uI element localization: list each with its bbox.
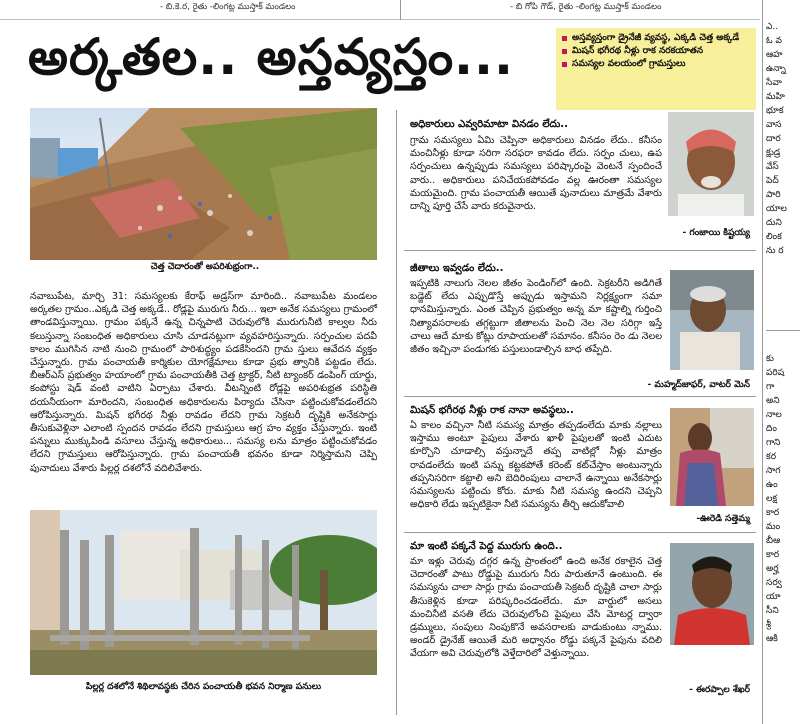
adjacent-line: పారి — [766, 190, 781, 200]
story3-portrait — [670, 408, 754, 506]
page-headline: అర్కతల.. అస్తవ్యస్తం... — [28, 28, 515, 86]
adjacent-line: దార — [766, 134, 781, 144]
photo2-caption: పిల్లర్ల దశలోనే శిథిలావస్థకు చేరిన పంచాయతీ భవన నిర్మాణ పనులు — [85, 682, 322, 692]
highlight-item: సమస్యల వలయంలో గ్రామస్తులు — [562, 58, 750, 71]
adjacent-line: దుని — [766, 218, 782, 228]
story3-body: ఏ కాలం వచ్చినా నీటి సమస్య మాత్రం తప్పడంలేదు మాకు నల్లాలు ఇస్తాము అంటూ పైపులు వేశారు ఖాళీ పైపులతో ఇంటి ఎదుట కూర్చొని చూడాల్సి వస్తున్నాదే తప్ప వాటిల్లో నీళ్లు మాత్రం రావడంలేదు ఇంటి పన్ను కట్టకపోతే కరెంట్ కట్‌చేస్తాం అంటున్నారు తప్పనిసరిగా కట్టాలి అని బెదిరింపులు చాలానే ఉన్నాయి అనేకసార్లు సమస్యలను పట్టించు కోరు. మాకు నీటి సమస్య ఉందని చెప్పని అధికారి లేడు ఇప్పటికైనా నీటి సమస్యను తీర్చి ఆదుకోవాలి — [410, 420, 662, 511]
story2-credit: - మహ్మద్‌జాఫర్, వాటర్ మెన్ — [647, 380, 750, 390]
story4-portrait — [670, 543, 754, 645]
story2-title: జీతాలు ఇవ్వడం లేదు.. — [410, 263, 504, 274]
adjacent-line: సేవా — [766, 78, 782, 88]
adjacent-line: శ్రీ — [766, 620, 771, 630]
story-divider — [404, 250, 756, 251]
adjacent-line: గాని — [766, 438, 781, 448]
top-strip — [0, 0, 760, 20]
top-divider — [400, 0, 401, 20]
story1-title: అధికారులు ఎవ్వరిమాటా వినడం లేదు.. — [410, 119, 569, 130]
highlight-item: మిషన్ భగీరథ నీళ్లు రాక నరకయాతన — [562, 45, 750, 58]
adjacent-line: క్షుడ్ర — [766, 148, 781, 158]
adjacent-line: పెద్ — [766, 176, 779, 186]
adjacent-divider — [766, 330, 800, 331]
adjacent-line: ఎ.. — [766, 22, 779, 32]
story1-credit: - గంజాయి కిష్టయ్య — [682, 228, 750, 238]
adjacent-line: యాల — [766, 204, 787, 214]
main-story: నవాబుపేట, మార్చి 31: సమస్యలకు కేరాఫ్ అడ్రస్‌గా మారింది.. నవాబుపేట మండలం అర్కతల గ్రామం..ఎక్కడి చెత్త అక్కడే.. రోడ్లపై మురుగు నీరు... ఇలా అనేక సమస్యలు గ్రామంలో తాండవిస్తున్నాయి. గ్రామం పక్కనే ఉన్న చిన్నపాటి చెరువులోకి మురుగునీటి కాల్వల నీరు కలుస్తున్నా సంబంధిత అధికారులు చూసి చూడనట్లుగా వ్యవహరిస్తున్నారు. సర్పంచుల పదవీ కాలం ముగిసిన నాటి నుంచి గ్రామంలో పారిశుద్ధ్యం పడకేసిందని గ్రామ స్తులు ఆవేదన వ్యక్తం చేస్తున్నారు. గ్రామ పంచాయతీ కార్మికుల యోగక్షేమాలు కూడా ప్రభు త్వానికి పట్టడం లేదు. బీఆర్ఎస్ ప్రభుత్వం హయాంలో గ్రామ పంచాయతీకి చెత్త ట్రాక్టర్, నీటి ట్యాంకర్ డంపింగ్ యార్డు, కంపోస్టు షెడ్ వంటి వాటిని ఏర్పాటు చేశారు. వీటన్నింటి రోడ్లపై అపరిశుభ్రత పరిస్థితి దయనీయంగా మారిందని, సంబంధిత అధికారులను పిర్యాదు చేసినా పట్టించుకోవడంలేదని ఆరోపిస్తున్నారు. మిషన్ భగీరథ నీళ్లు రావడం లేదని గ్రామ సెక్రటరీ దృష్టికి అనేకసార్లు తీసుకువెళ్లినా ఎలాంటి స్పందన రావడం లేదని గ్రామస్తులు ఆగ్ర హం వ్యక్తం చేస్తున్నారు. ఇంటి పన్నులు ముక్కుపిండి వసూలు చేస్తున్న అధికారులు... సమస్య లను మాత్రం పట్టించుకోవడం లేదని గ్రామస్తులు ఆరోపిస్తున్నారు. గ్రామ పంచాయతీ భవనం కూడా నిర్మిస్తామని చెప్పి పునాదులు వేశారు పిల్లర్ల దశలోనే వదిలివేశారు. — [30, 291, 377, 474]
adjacent-line: ఓ వ — [766, 36, 782, 46]
edge-divider — [762, 0, 763, 724]
pillars-photo — [30, 510, 377, 675]
adjacent-line: అని — [766, 396, 780, 406]
highlight-item: అస్తవ్యస్తంగా డ్రైనేజీ వ్యవస్థ, ఎక్కడి చెత్త అక్కడే — [562, 32, 750, 45]
adjacent-line: అర్హ — [766, 564, 779, 574]
top-credit-left: - బి.కె.ర, రైతు -లింగట్ల ముస్తాక్ మండలం — [160, 2, 296, 12]
adjacent-line: కార — [766, 508, 780, 518]
story-divider — [404, 532, 756, 533]
story-divider — [404, 396, 756, 397]
adjacent-line: కార — [766, 550, 780, 560]
highlights-box — [556, 28, 756, 110]
adjacent-line: బీఆ — [766, 536, 781, 546]
story2-portrait — [670, 270, 754, 370]
adjacent-line: మహి — [766, 92, 785, 102]
adjacent-line: సర్వ — [766, 578, 782, 588]
adjacent-line: భూక — [766, 106, 784, 116]
top-credit-right: - బి గోపి గౌడ్, రైతు -లింగట్ల ముస్తాక్ మండలం — [510, 2, 662, 12]
story4-title: మా ఇంటి పక్కనే పెద్ద మురుగు ఉంది.. — [410, 541, 563, 552]
adjacent-column-bottom — [766, 352, 800, 646]
adjacent-line: లక్ష — [766, 494, 778, 504]
adjacent-line: లింక — [766, 232, 782, 242]
story1-body: గ్రామ సమస్యలు ఏమి చెప్పినా అధికారులు వినడం లేదు.. కనీసం మంచినీళ్లు కూడా సరిగా సరఫరా కావడం లేదు. సర్పం చులు, ఉప సర్పంచులు ఉన్నప్పుడు సమస్యలు పరిష్కారంపై వెంటనే స్పందించే వారు.. అధికారులు పనిచేయకపోవడం వల్ల ఊరంతా సమస్యల మయమైంది. గ్రామ పంచాయతీ ఆయితే పునాదులు మాత్రమే వేశారు దాన్ని పూర్తి చేసే వారు కరువైనారు. — [410, 135, 662, 213]
adjacent-line: వేస్ — [766, 162, 779, 172]
story4-credit: - ఈరప్పాల శేఖర్ — [689, 685, 750, 695]
story3-title: మిషన్ భగీరథ నీళ్లు రాక నానా అవస్థలు.. — [410, 405, 574, 416]
adjacent-line: కర — [766, 452, 777, 462]
adjacent-line: ను ర — [766, 246, 784, 256]
story3-credit: -ఊరెడి సత్తెమ్మ — [696, 514, 750, 524]
adjacent-line: మం — [766, 522, 781, 532]
adjacent-column-top — [766, 20, 800, 258]
adjacent-line: ఆకి — [766, 634, 778, 644]
adjacent-line: ఆహ — [766, 50, 783, 60]
garbage-photo — [30, 108, 377, 260]
adjacent-line: కు — [766, 354, 774, 364]
adjacent-line: దిం — [766, 424, 777, 434]
adjacent-line: సీని — [766, 606, 779, 616]
adjacent-line: పరిష — [766, 368, 785, 378]
story2-body: ఇప్పటికి నాలుగు నెలల జీతం పెండింగ్‌లో ఉంది. సెక్రటరీని అడిగితే బడ్జెట్ లేదు ఎప్పుడొస్తే అప్పుడు ఇస్తామని నిర్లక్ష్యంగా సమా ధానమిస్తున్నారు. ఎంత చెప్పిన ప్రభుత్వం అన్న మా కష్టాల్ని గుర్తించి నిత్యావసరాలకు తగ్గట్టుగా జీతాలను పెంచి నెల నెల సరిగ్గా ఇస్తే చాలు ఆదే మాకు కోట్లు రూపాయలతో సమానం. కనీసం రెం డు నెలల జీతం ఇచ్చినా పండుగకు పస్తులుండాల్సిన బాధ తప్పేది. — [410, 278, 662, 356]
adjacent-line: గా — [766, 382, 775, 392]
adjacent-line: ఉం — [766, 480, 778, 490]
photo1-caption: చెత్త చెదారంతో అపరిశుభ్రంగా.. — [150, 262, 260, 272]
adjacent-line: ఉన్నా — [766, 64, 786, 74]
adjacent-line: వాస — [766, 120, 782, 130]
adjacent-line: సాగ — [766, 466, 781, 476]
story1-portrait — [668, 112, 754, 216]
adjacent-line: నాల — [766, 410, 782, 420]
story4-body: మా ఇళ్లు చెరువు దగ్గర ఉన్న ప్రాంతంలో ఉంది అనేక రకాలైన చెత్త చెదారంతో పాటు రోడ్డుపై మురుగు నీరు పారుతూనే ఉంటుంది. ఈ సమస్యను చాలా సార్లు గ్రామ పంచాయతీ సెక్రటరీ దృష్టికి చాలా సార్లు తీసుకెళ్లిన కూడా పరిష్కరించడంలేదు. మా వార్డులో అసలు మంచినీటి వసతి లేదు చెరువులోంచి పైపులు వేసి మోటర్ల ద్వారా డ్రమ్ములు, సంపులు నింపుకొనే అవసరాలకు వాడుకుంటు న్నాము. అండర్ డ్రైనేజ్ ఆయితే మరి అధ్వానం రోడ్డు పక్కనే పైపును వదిలి వేయగా అవి చెరువులోకి వెళ్తేదారిలో వెళ్తున్నాయి. — [410, 556, 662, 660]
adjacent-line: యా — [766, 592, 781, 602]
column-divider — [396, 110, 397, 715]
